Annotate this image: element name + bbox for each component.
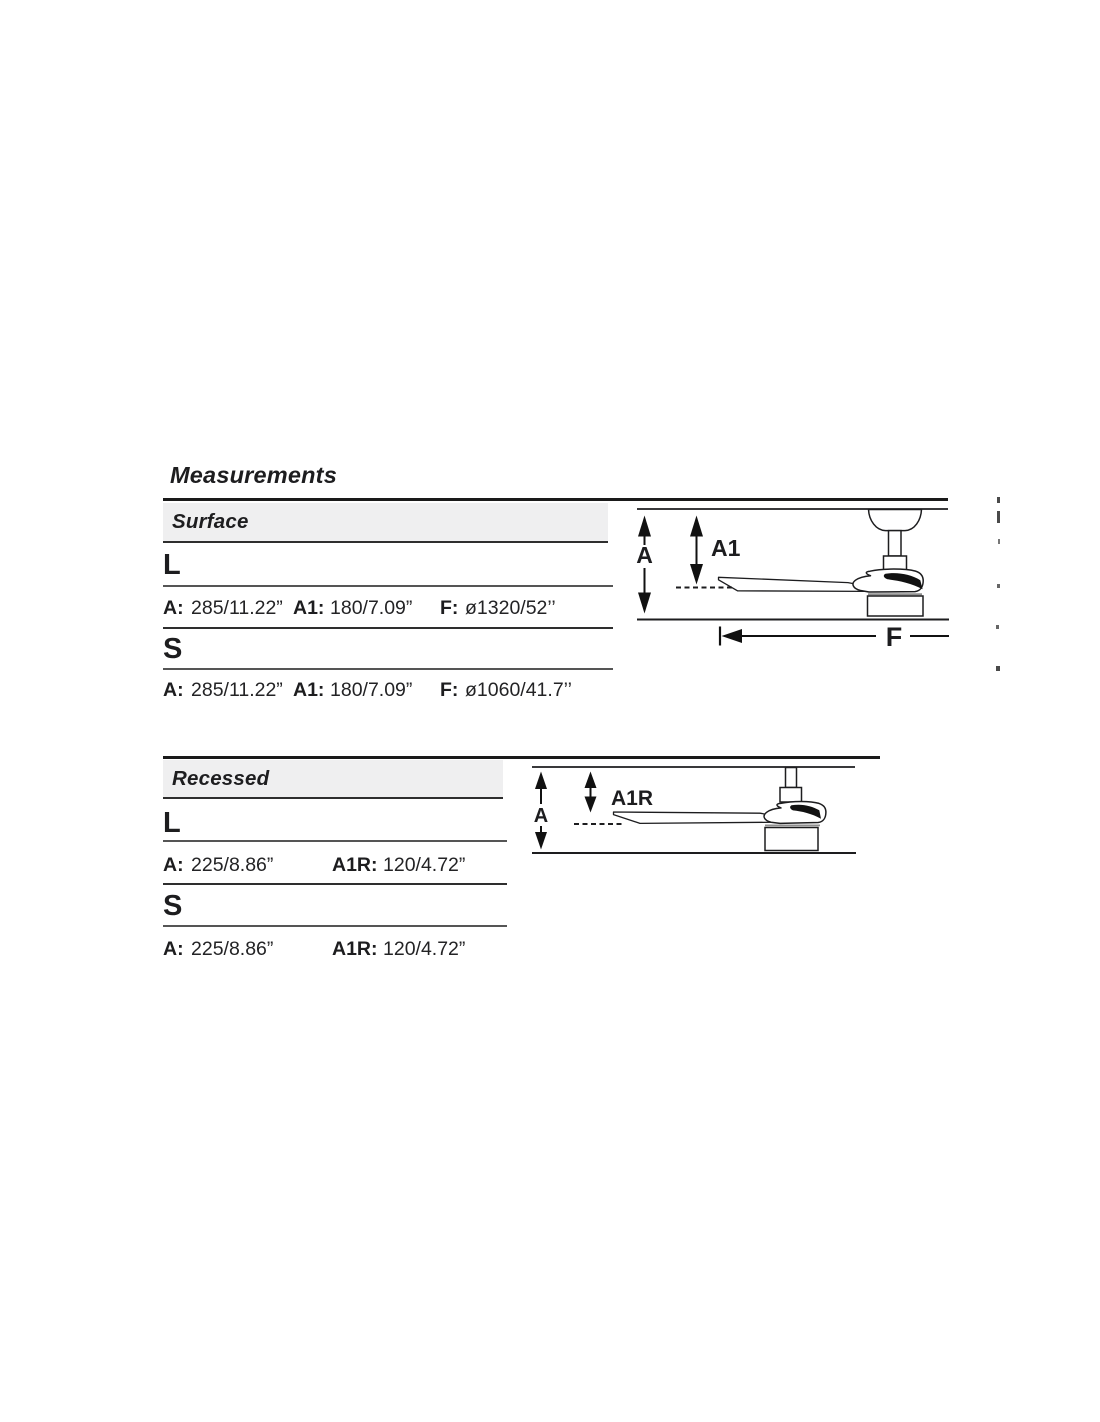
surface-rule-3 [163, 668, 613, 670]
recessed-rule-2 [163, 883, 507, 885]
fan-coupler [884, 556, 907, 570]
fan-coupler [780, 788, 802, 803]
recessed-section-header [163, 760, 503, 797]
surface-header-underline [163, 541, 608, 543]
spec-value-a1: 180/7.09” [330, 679, 413, 701]
spec-value-a1: 180/7.09” [330, 597, 413, 619]
spec-label-a1: A1: [293, 597, 325, 619]
spec-label-f: F: [440, 597, 459, 619]
surface-mount-diagram [620, 485, 965, 660]
spec-label-f: F: [440, 679, 459, 701]
dimension-a-arrow [534, 772, 548, 850]
recessed-mount-diagram [500, 750, 890, 865]
edge-fragment [997, 584, 1000, 588]
recessed-rule-1 [163, 840, 507, 842]
spec-label-a1: A1: [293, 679, 325, 701]
recessed-size-s: S [163, 890, 183, 922]
edge-fragment [997, 511, 1000, 523]
fan-blade [719, 577, 868, 591]
fan-blade [614, 812, 779, 823]
edge-fragment [998, 539, 1000, 544]
recessed-specs-s [163, 938, 523, 962]
spec-value-f: ø1060/41.7’’ [465, 679, 572, 701]
page-title: Measurements [170, 462, 337, 488]
fan-canopy [869, 510, 922, 531]
spec-value-a: 285/11.22” [191, 597, 283, 619]
edge-fragment [997, 497, 1000, 503]
fan-downrod [786, 768, 797, 788]
recessed-header-underline [163, 797, 503, 799]
spec-label-a1r: A1R: [332, 854, 378, 876]
spec-label-a: A: [163, 854, 184, 876]
recessed-header-label: Recessed [172, 766, 270, 790]
fan-lower-body [765, 828, 818, 851]
spec-value-a: 225/8.86” [191, 854, 274, 876]
fan-lower-body [868, 596, 924, 616]
edge-fragment [996, 625, 999, 629]
dimension-a1-arrow [690, 516, 741, 585]
surface-size-s: S [163, 633, 183, 665]
spec-label-a: A: [163, 597, 184, 619]
recessed-specs-l [163, 854, 523, 878]
spec-label-a: A: [163, 679, 184, 701]
recessed-rule-3 [163, 925, 507, 927]
fan-downrod [889, 531, 902, 556]
edge-fragment [996, 666, 1000, 671]
dimension-a1-label: A1 [711, 535, 741, 561]
dimension-a-label: A [533, 805, 549, 827]
dimension-f-arrow [720, 622, 949, 652]
dimension-f-label: F [885, 622, 903, 652]
spec-label-a1r: A1R: [332, 938, 378, 960]
surface-size-l: L [163, 549, 181, 581]
spec-value-a: 225/8.86” [191, 938, 274, 960]
dimension-a1r-label: A1R [611, 787, 654, 810]
surface-specs-s [163, 679, 633, 703]
dimension-a1r-arrow [585, 772, 654, 813]
surface-header-label: Surface [172, 510, 249, 533]
surface-section-header [163, 503, 608, 541]
spec-label-a: A: [163, 938, 184, 960]
spec-value-a1r: 120/4.72” [383, 854, 466, 876]
dimension-a-label: A [636, 542, 653, 568]
spec-value-a: 285/11.22” [191, 679, 283, 701]
spec-value-f: ø1320/52’’ [465, 597, 556, 619]
recessed-size-l: L [163, 807, 181, 839]
surface-rule-1 [163, 585, 613, 587]
surface-rule-2 [163, 627, 613, 629]
spec-value-a1r: 120/4.72” [383, 938, 466, 960]
dimension-a-arrow [636, 516, 653, 614]
surface-specs-l [163, 597, 623, 621]
